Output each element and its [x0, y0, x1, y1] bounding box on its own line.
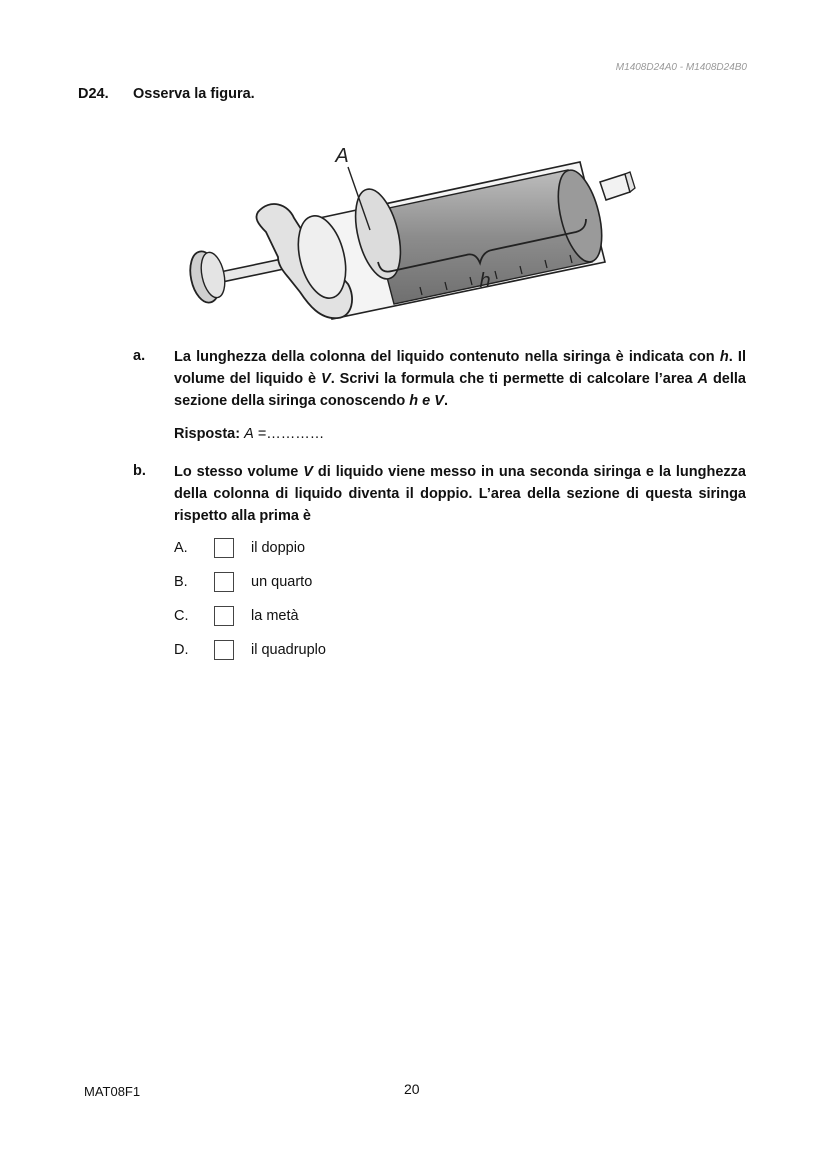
label-h: h	[479, 270, 491, 292]
answer-blank[interactable]: =…………	[257, 426, 325, 442]
option-label: un quarto	[251, 574, 313, 590]
option-letter: C.	[174, 608, 189, 624]
answer-line: Risposta: A =…………	[174, 426, 325, 442]
option-a-checkbox[interactable]	[214, 538, 234, 558]
option-b-checkbox[interactable]	[214, 572, 234, 592]
option-letter: B.	[174, 574, 188, 590]
item-code: M1408D24A0 - M1408D24B0	[615, 62, 747, 73]
part-b-letter: b.	[133, 463, 146, 479]
booklet-code: MAT08F1	[84, 1084, 141, 1099]
part-b-text: Lo stesso volume V di liquido viene messo in una seconda siringa e la lunghezza della colonna di liquido diventa il doppio. L’area della sezione di questa siringa rispetto alla prima è	[174, 464, 746, 524]
option-label: il quadruplo	[251, 642, 326, 658]
option-letter: D.	[174, 642, 189, 658]
option-d-checkbox[interactable]	[214, 640, 234, 660]
question-title: Osserva la figura.	[133, 86, 255, 102]
option-label: il doppio	[251, 540, 306, 556]
part-a-letter: a.	[133, 348, 146, 364]
option-label: la metà	[251, 608, 299, 624]
part-a-text: La lunghezza della colonna del liquido contenuto nella siringa è indicata con h. Il volume del liquido è V. Scrivi la formula che ti permette di calcolare l’area A della sezione della siringa conoscendo h e V.	[174, 349, 746, 409]
option-c-checkbox[interactable]	[214, 606, 234, 626]
page-number: 20	[404, 1081, 420, 1097]
syringe-figure	[170, 112, 655, 337]
option-letter: A.	[174, 540, 188, 556]
question-number: D24.	[78, 86, 109, 102]
label-a: A	[335, 145, 349, 167]
